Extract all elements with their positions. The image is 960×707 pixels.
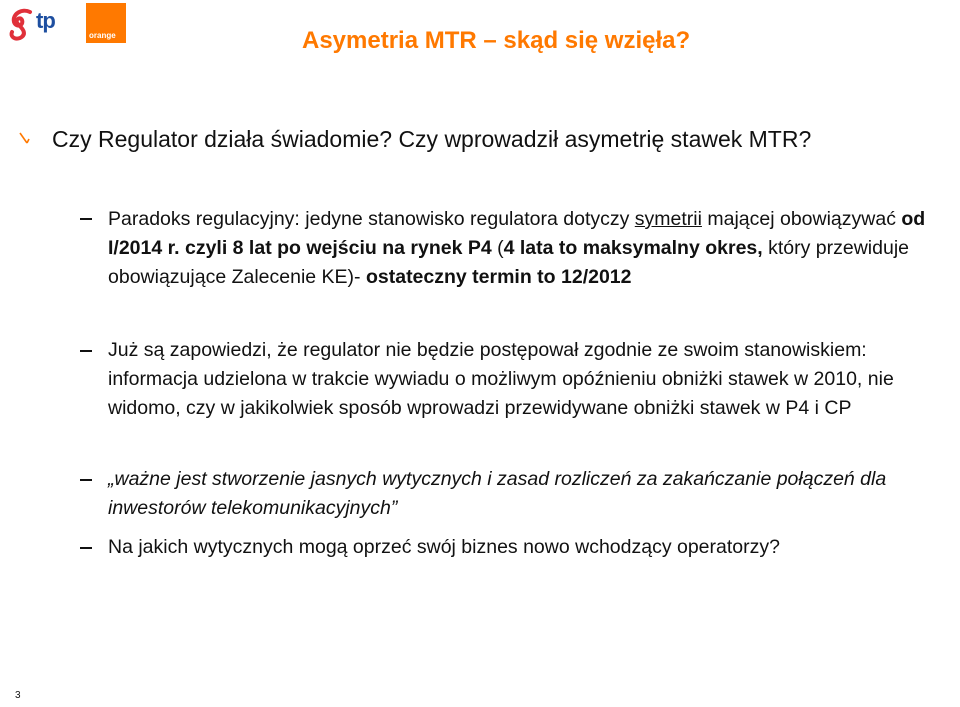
page-number: 3 (15, 690, 21, 701)
sub-item-quote (108, 465, 948, 523)
slide-title: Asymetria MTR – skąd się wzięła? (302, 27, 691, 54)
sub-item-paradox (108, 205, 948, 292)
dash-bullet (80, 218, 92, 220)
bullet-icon (18, 131, 30, 145)
item-underlined-text: symetrii (634, 208, 702, 230)
item-bold-text: ostateczny termin to 12/2012 (365, 266, 632, 288)
item-text: który przewiduje obowiązujące Zalecenie KE)- (108, 237, 909, 288)
dash-bullet (80, 547, 92, 549)
orange-logo-text: orange (89, 31, 116, 40)
item-text: Paradoks regulacyjny: jedyne stanowisko regulatora dotyczy (108, 208, 635, 230)
item-text: ( (491, 237, 504, 259)
tp-swirl-icon (8, 6, 38, 42)
tp-logo (8, 6, 72, 42)
orange-logo (86, 3, 126, 43)
dash-bullet (80, 479, 92, 481)
item-italic-text: „ważne jest stworzenie jasnych wytycznych i zasad rozliczeń za zakańczanie połączeń dla inwestorów telekomunikacyjnych” (108, 468, 887, 519)
item-text: mającej obowiązywać (701, 208, 902, 230)
item-bold-text: 4 lata to maksymalny okres, (503, 237, 763, 259)
sub-item-announcements: Już są zapowiedzi, że regulator nie będzie postępował zgodnie ze swoim stanowiskiem: informacja udzielona w trakcie wywiadu o możliwym opóźnieniu obniżki stawek w 2010, nie widomo, czy w jakikolwiek sposób wprowadzi przewidywane obniżki stawek w P4 i CP (108, 339, 894, 419)
dash-bullet (80, 350, 92, 352)
tp-logo-text: tp (36, 8, 55, 33)
item-bold-text: od I/2014 r. czyli 8 lat po wejściu na rynek P4 (108, 208, 926, 259)
sub-item-question: Na jakich wytycznych mogą oprzeć swój biznes nowo wchodzący operatorzy? (108, 536, 780, 558)
main-question: Czy Regulator działa świadomie? Czy wprowadził asymetrię stawek MTR? (52, 126, 812, 152)
